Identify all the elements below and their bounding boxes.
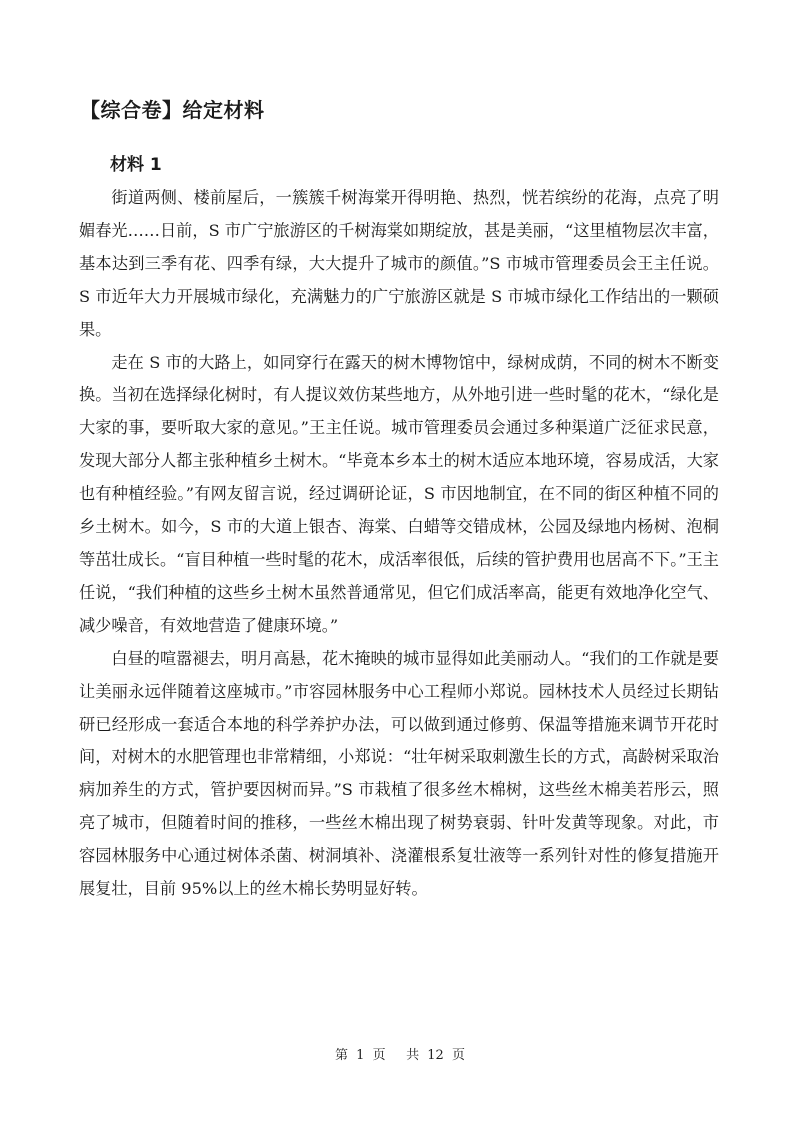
footer-total-pages: 12: [427, 1048, 444, 1063]
footer-total-label: 共: [406, 1048, 420, 1063]
material-body: [79, 182, 719, 906]
footer-page-label: 第: [335, 1048, 349, 1063]
footer-page-number: 1: [356, 1048, 365, 1063]
footer-page-unit: 页: [372, 1048, 386, 1063]
section-heading: 材料 1: [110, 155, 162, 175]
page-footer: [0, 1044, 800, 1063]
paragraph-1: 街道两侧、楼前屋后，一簇簇千树海棠开得明艳、热烈，恍若缤纷的花海，点亮了明媚春光……日前，S 市广宁旅游区的千树海棠如期绽放，甚是美丽，“这里植物层次丰富，基本达到三季有花、四季有绿，大大提升了城市的颜值。”S 市城市管理委员会王主任说。S 市近年大力开展城市绿化，充满魅力的广宁旅游区就是 S 市城市绿化工作结出的一颗硕果。: [79, 188, 719, 339]
paragraph-2: 走在 S 市的大路上，如同穿行在露天的树木博物馆中，绿树成荫，不同的树木不断变换。当初在选择绿化树时，有人提议效仿某些地方，从外地引进一些时髦的花木，“绿化是大家的事，要听取大家的意见。”王主任说。城市管理委员会通过多种渠道广泛征求民意，发现大部分人都主张种植乡土树木。“毕竟本乡本土的树木适应本地环境，容易成活，大家也有种植经验。”有网友留言说，经过调研论证，S 市因地制宜，在不同的街区种植不同的乡土树木。如今，S 市的大道上银杏、海棠、白蜡等交错成林，公园及绿地内杨树、泡桐等茁壮成长。“盲目种植一些时髦的花木，成活率很低，后续的管护费用也居高不下。”王主任说，“我们种植的这些乡土树木虽然普通常见，但它们成活率高，能更有效地净化空气、减少噪音，有效地营造了健康环境。”: [79, 352, 719, 635]
paragraph-3: 白昼的喧嚣褪去，明月高悬，花木掩映的城市显得如此美丽动人。“我们的工作就是要让美丽永远伴随着这座城市。”市容园林服务中心工程师小郑说。园林技术人员经过长期钻研已经形成一套适合本地的科学养护办法，可以做到通过修剪、保温等措施来调节开花时间，对树木的水肥管理也非常精细，小郑说：“壮年树采取刺激生长的方式，高龄树采取治病加养生的方式，管护要因树而异。”S 市栽植了很多丝木棉树，这些丝木棉美若彤云，照亮了城市，但随着时间的推移，一些丝木棉出现了树势衰弱、针叶发黄等现象。对此，市容园林服务中心通过树体杀菌、树洞填补、浇灌根系复壮液等一系列针对性的修复措施开展复壮，目前 95%以上的丝木棉长势明显好转。: [79, 648, 719, 899]
footer-total-unit: 页: [451, 1048, 465, 1063]
page-title: 【综合卷】给定材料: [80, 98, 265, 122]
